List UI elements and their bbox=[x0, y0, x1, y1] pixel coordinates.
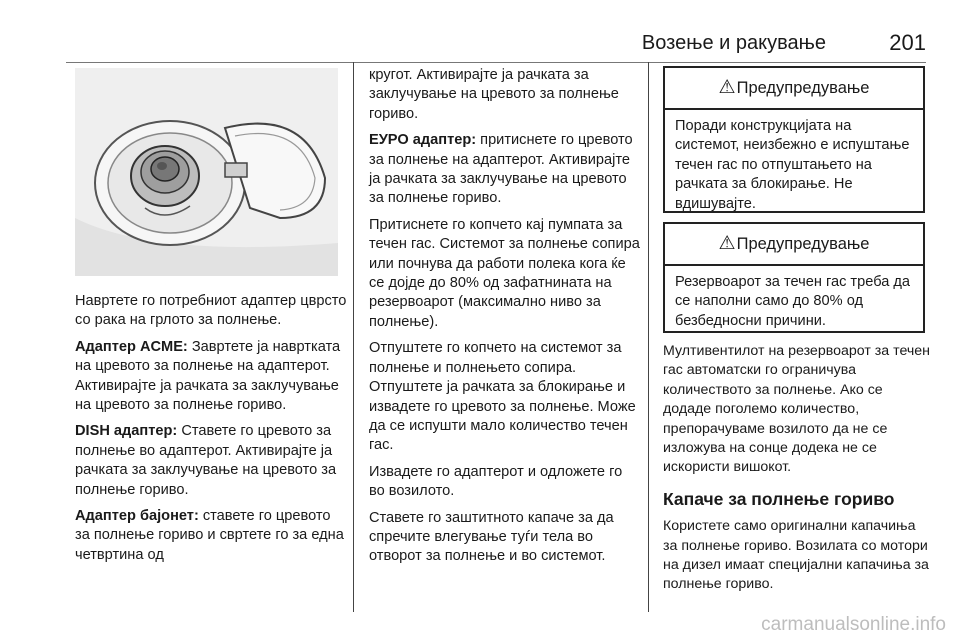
col2-paragraph-3: Притиснете го копчето кај пумпата за течен гас. Системот за полнење сопира или почнува да работи полека кога ќе се дојде до 80% од зафатнината на резервоарот (максимално ниво за полнење). bbox=[369, 216, 640, 330]
column-3-text bbox=[663, 342, 933, 602]
intro-paragraph: Навртете го потребниот адаптер цврсто со рака на грлото за полнење. bbox=[75, 293, 347, 329]
col2-paragraph-6: Ставете го заштитното капаче за да спречите влегување туѓи тела во отворот за полнење и во системот. bbox=[369, 509, 614, 565]
col2-paragraph-1: кругот. Активирајте ја рачката за заклучување на цревото за полнење гориво. bbox=[369, 67, 619, 122]
dish-label: DISH адаптер: bbox=[75, 423, 178, 440]
warning-header-2 bbox=[665, 224, 923, 266]
section-heading: Капаче за полнење гориво bbox=[663, 488, 895, 509]
column-divider-1 bbox=[353, 62, 354, 612]
warning-text-2: Резервоарот за течен гас треба да се наполни само до 80% од безбедносни причини. bbox=[675, 274, 911, 329]
bayonet-text: ставете го цревото за полнење гориво и свртете го за една четвртина од bbox=[75, 508, 344, 563]
dish-text: Ставете го цревото за полнење во адаптерот. Активирајте ја рачката за заклучување на цревото за полнење гориво. bbox=[75, 423, 337, 498]
page-number: 201 bbox=[889, 30, 926, 55]
euro-paragraph bbox=[369, 131, 641, 209]
warning-title-1: Предупредување bbox=[736, 79, 870, 97]
warning-icon: ⚠ bbox=[718, 77, 736, 98]
euro-text: притиснете го цревото за полнење на адаптерот. Активирајте ја рачката за заклучување на цревото за полнење гориво. bbox=[369, 132, 633, 207]
chapter-title: Возење и ракување bbox=[641, 32, 826, 54]
bayonet-label: Адаптер бајонет: bbox=[75, 508, 199, 525]
col2-paragraph-4: Отпуштете го копчето на системот за полнење и полнењето сопира. Отпуштете ја рачката за блокирање и извадете го цревото за полнење. Може да се испушти мало количество течен гас. bbox=[369, 340, 636, 454]
euro-label: ЕУРО адаптер: bbox=[369, 132, 477, 149]
warning-header-1 bbox=[665, 68, 923, 110]
warning-box-1 bbox=[663, 66, 925, 213]
header-rule bbox=[66, 62, 926, 63]
warning-box-2 bbox=[663, 222, 925, 333]
dish-paragraph bbox=[75, 422, 347, 500]
col3-paragraph-2: Користете само оригинални капачиња за полнење гориво. Возилата со мотори на дизел имаат специјални капачиња за полнење гориво. bbox=[663, 518, 929, 593]
watermark: carmanualsonline.info bbox=[761, 614, 946, 635]
warning-title-2: Предупредување bbox=[736, 235, 870, 253]
acme-text: Завртете ја навртката на цревото за полнење на адаптерот. Активирајте ја рачката за заклучување на цревото за полнење гориво. bbox=[75, 338, 341, 414]
fuel-filler-icon bbox=[75, 68, 338, 276]
column-2 bbox=[369, 66, 641, 574]
fuel-filler-adapter-illustration bbox=[75, 68, 338, 276]
bayonet-paragraph bbox=[75, 507, 347, 565]
warning-text-1: Поради конструкцијата на системот, неизбежно е испуштање течен гас по отпуштањето на рачката за блокирање. Не вдишувајте. bbox=[675, 118, 910, 212]
col2-paragraph-5: Извадете го адаптерот и одложете го во возилото. bbox=[369, 463, 623, 500]
acme-label: Адаптер ACME: bbox=[75, 338, 188, 355]
warning-icon: ⚠ bbox=[718, 233, 736, 254]
column-1 bbox=[75, 292, 347, 572]
col3-paragraph-1: Мултивентилот на резервоарот за течен гас автоматски го ограничува количеството за полнење. Ако се додаде поголемо количество, препорачуваме возилото да не се изложува на сонце додека не се искористи вишокот. bbox=[663, 343, 930, 476]
page-header bbox=[66, 10, 926, 60]
column-divider-2 bbox=[648, 62, 649, 612]
acme-paragraph bbox=[75, 338, 347, 416]
